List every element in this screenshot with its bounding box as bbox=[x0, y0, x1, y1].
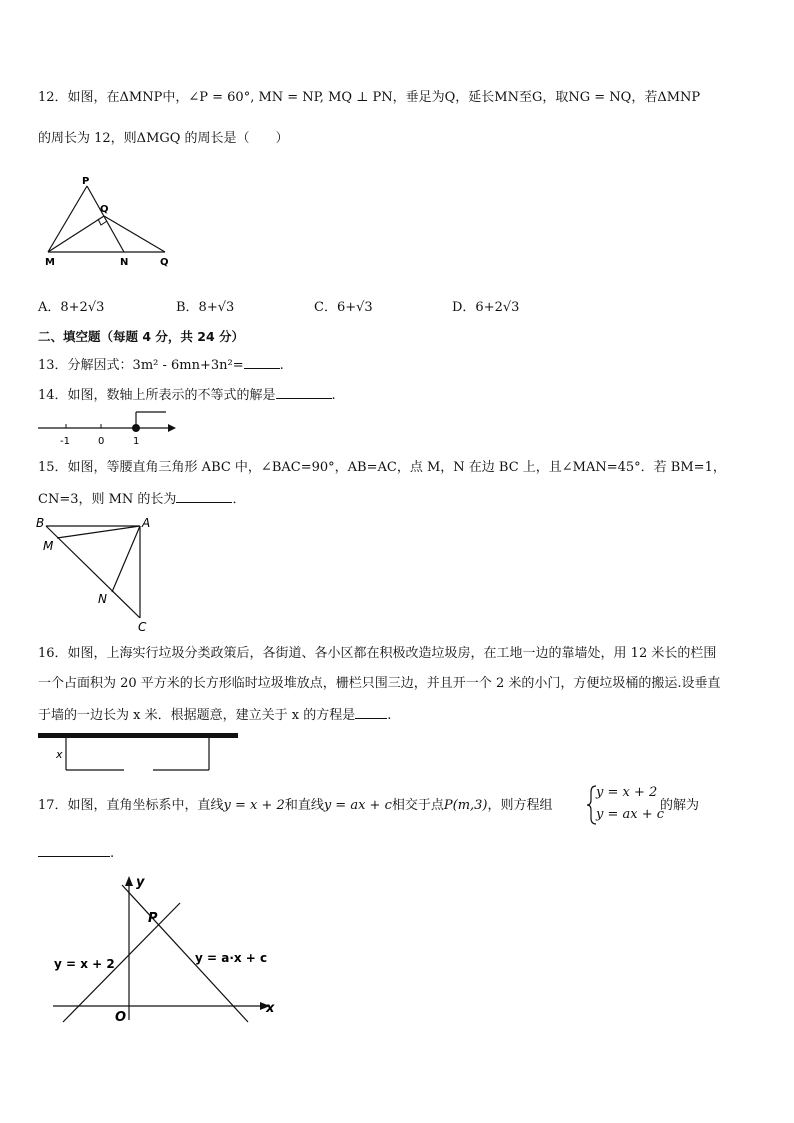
q17-eq2: y = ax + c bbox=[323, 798, 392, 813]
q17-text-a: 17．如图，直角坐标系中，直线 bbox=[38, 798, 224, 813]
q14-end: . bbox=[331, 388, 336, 403]
q14-tick-1: 1 bbox=[133, 436, 140, 447]
q12-line2: 的周长为 12，则ΔMGQ 的周长是（ ） bbox=[38, 131, 289, 146]
q12-option-c[interactable]: C．6+√3 bbox=[314, 300, 373, 315]
q13-end: . bbox=[279, 358, 284, 373]
q12-label-n: N bbox=[120, 257, 129, 268]
q15-line1: 15．如图，等腰直角三角形 ABC 中，∠BAC=90°，AB=AC，点 M，N 在边 BC 上，且∠MAN=45°．若 BM=1， bbox=[38, 460, 726, 475]
q17-system-eq1: y = x + 2 bbox=[596, 785, 658, 800]
q17-text-c: 相交于点 bbox=[391, 798, 444, 813]
q13-line bbox=[38, 356, 284, 374]
q17-figure bbox=[48, 870, 283, 1030]
q17-point: P(m,3) bbox=[443, 798, 488, 813]
q17-axis-y-label: y bbox=[136, 875, 145, 890]
q17-eq1: y = x + 2 bbox=[223, 798, 285, 813]
q15-label-m: M bbox=[43, 539, 54, 553]
q12-label-q: Q bbox=[100, 204, 109, 215]
q17-line1-label: y = x + 2 bbox=[54, 957, 115, 971]
q16-line1: 16．如图，上海实行垃圾分类政策后，各街道、各小区都在积极改造垃圾房，在工地一边的靠墙处，用 12 米长的栏围 bbox=[38, 646, 717, 661]
q12-figure bbox=[40, 172, 180, 272]
q17-axis-x-label: x bbox=[266, 1001, 275, 1016]
q16-label-x: x bbox=[56, 748, 63, 761]
q14-answer-blank[interactable] bbox=[276, 386, 332, 399]
q14-tick-neg1: -1 bbox=[60, 436, 70, 447]
q16-answer-blank[interactable] bbox=[355, 706, 387, 719]
q14-text: 14．如图，数轴上所表示的不等式的解是 bbox=[38, 388, 276, 403]
q12-label-p: P bbox=[82, 176, 90, 187]
q17-point-label: P bbox=[148, 911, 158, 926]
q12-line1: 12．如图，在ΔMNP中，∠P = 60°, MN = NP, MQ ⊥ PN，垂足为Q，延长MN至G，取NG = NQ，若ΔMNP bbox=[38, 90, 701, 105]
q12-option-d[interactable]: D．6+2√3 bbox=[452, 300, 520, 315]
q17-line1 bbox=[38, 798, 553, 814]
q15-line2 bbox=[38, 490, 245, 508]
q17-origin-label: O bbox=[115, 1010, 127, 1025]
q12-label-m: M bbox=[45, 257, 55, 268]
q15-label-b: B bbox=[36, 516, 45, 530]
q15-end: ． bbox=[232, 492, 246, 507]
q16-line2: 一个占面积为 20 平方米的长方形临时垃圾堆放点，栅栏只围三边，并且开一个 2 米的小门，方便垃圾桶的搬运.设垂直 bbox=[38, 676, 721, 691]
q17-text-e: 的解为 bbox=[660, 798, 700, 813]
q12-label-g: Q bbox=[160, 257, 169, 268]
q17-line2 bbox=[38, 844, 114, 862]
q15-answer-blank[interactable] bbox=[176, 490, 232, 503]
q16-line3 bbox=[38, 706, 391, 724]
q14-number-line bbox=[36, 408, 186, 448]
q13-text: 13．分解因式：3m² - 6mn+3n²= bbox=[38, 358, 244, 373]
q17-text-b: 和直线 bbox=[284, 798, 324, 813]
q14-line bbox=[38, 386, 336, 404]
q17-line2-label: y = a·x + c bbox=[195, 951, 268, 965]
q16-figure bbox=[36, 730, 246, 775]
q16-end: . bbox=[387, 708, 392, 723]
q15-label-n: N bbox=[98, 592, 107, 606]
q12-option-a[interactable]: A．8+2√3 bbox=[38, 300, 105, 315]
q14-tick-0: 0 bbox=[98, 436, 105, 447]
q17-text-d: ，则方程组 bbox=[487, 798, 553, 813]
q17-end: . bbox=[110, 846, 115, 861]
q15-label-a: A bbox=[142, 516, 151, 530]
q12-option-b[interactable]: B．8+√3 bbox=[176, 300, 235, 315]
q15-figure bbox=[36, 512, 166, 637]
section-heading: 二、填空题（每题 4 分，共 24 分） bbox=[38, 329, 245, 344]
q17-answer-blank[interactable] bbox=[38, 844, 110, 857]
q17-system-eq2: y = ax + c bbox=[596, 807, 665, 822]
q16-line3-text: 于墙的一边长为 x 米．根据题意，建立关于 x 的方程是 bbox=[38, 708, 356, 723]
q15-label-c: C bbox=[138, 620, 147, 634]
q15-line2-text: CN=3，则 MN 的长为 bbox=[38, 492, 177, 507]
q13-answer-blank[interactable] bbox=[244, 356, 280, 369]
